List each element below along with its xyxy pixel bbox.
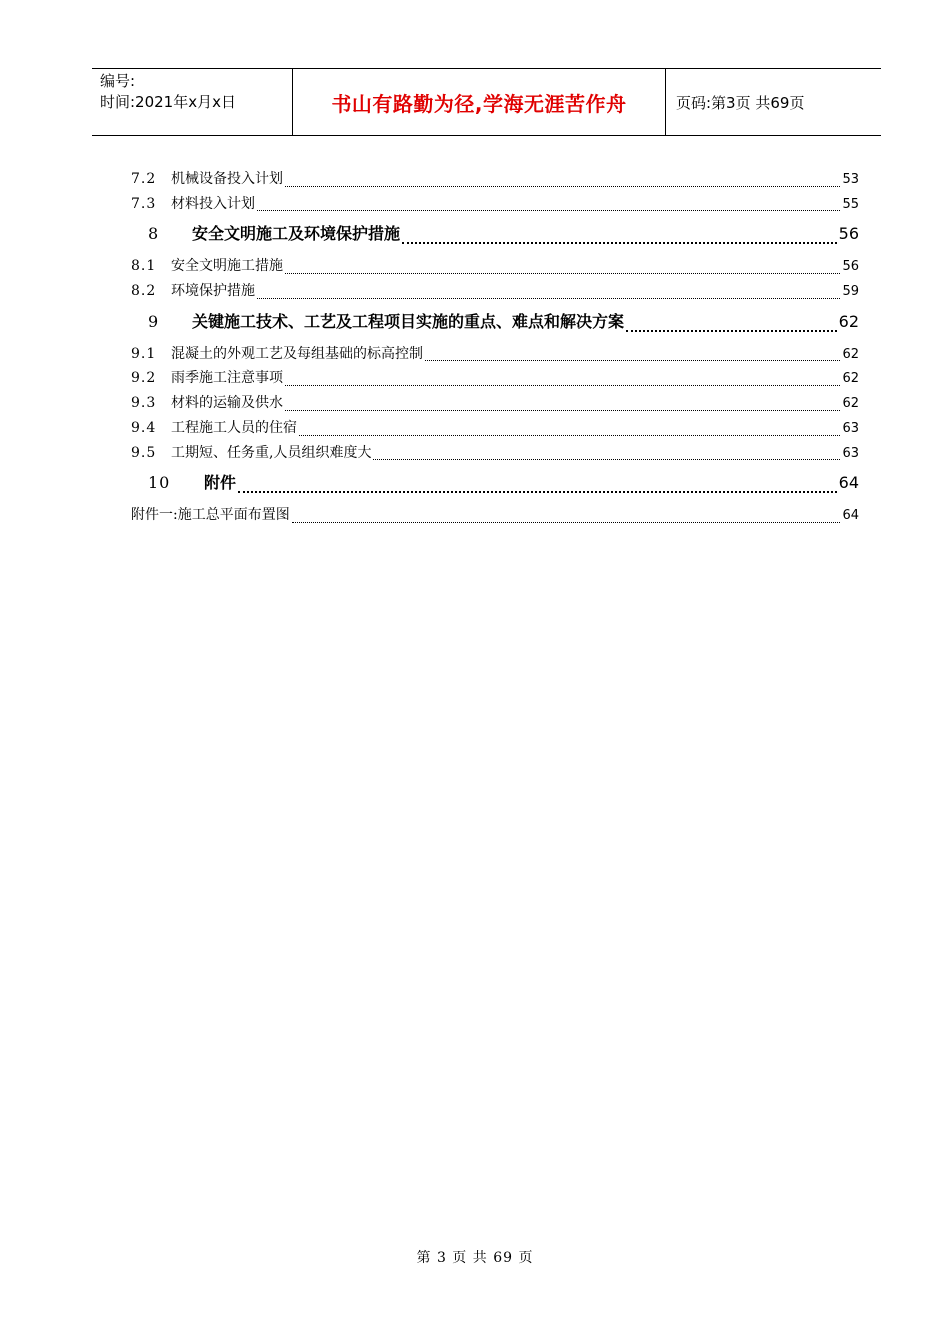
toc-entry-number: 10 — [148, 473, 171, 493]
toc-entry-number: 9.3 — [131, 395, 157, 412]
toc-leader-dots — [292, 521, 841, 523]
toc-entry-title: 工期短、任务重,人员组织难度大 — [171, 444, 372, 461]
toc-entry-number: 7.3 — [131, 195, 157, 212]
document-time-label: 时间:2021年x月x日 — [100, 93, 236, 111]
toc-section-entry[interactable] — [131, 367, 859, 392]
toc-leader-dots — [285, 185, 840, 187]
toc-section-entry[interactable] — [131, 168, 859, 193]
toc-entry-page: 56 — [842, 259, 859, 275]
toc-leader-dots — [373, 458, 840, 460]
document-code-label: 编号: — [100, 72, 136, 90]
toc-chapter-entry[interactable] — [131, 221, 859, 251]
toc-entry-number: 9.5 — [131, 444, 157, 461]
toc-leader-dots — [285, 272, 840, 274]
toc-leader-dots — [257, 209, 840, 211]
toc-leader-dots — [402, 241, 837, 244]
toc-entry-page: 59 — [842, 284, 859, 300]
header-page-label: 页码:第3页 共69页 — [676, 93, 805, 112]
toc-leader-dots — [238, 490, 837, 493]
toc-entry-page: 56 — [838, 224, 859, 244]
toc-entry-title: 环境保护措施 — [171, 283, 255, 300]
toc-entry-page: 62 — [842, 346, 859, 362]
toc-entry-title: 关键施工技术、工艺及工程项目实施的重点、难点和解决方案 — [192, 311, 625, 331]
toc-entry-number: 9.2 — [131, 370, 157, 387]
toc-section-entry[interactable] — [131, 504, 859, 529]
toc-chapter-entry[interactable] — [131, 309, 859, 339]
toc-section-entry[interactable] — [131, 442, 859, 467]
toc-entry-title: 安全文明施工措施 — [171, 258, 283, 275]
toc-entry-title: 机械设备投入计划 — [171, 171, 283, 187]
toc-leader-dots — [299, 434, 840, 436]
toc-leader-dots — [626, 329, 837, 332]
toc-entry-page: 63 — [842, 420, 859, 436]
toc-entry-number: 9.1 — [131, 345, 157, 362]
toc-entry-title: 安全文明施工及环境保护措施 — [192, 224, 401, 244]
toc-leader-dots — [285, 384, 840, 386]
toc-entry-number: 7.2 — [131, 171, 157, 187]
toc-entry-title: 混凝土的外观工艺及每组基础的标高控制 — [171, 345, 423, 362]
toc-section-entry[interactable] — [131, 392, 859, 417]
page-header — [92, 68, 881, 136]
toc-entry-number: 9.4 — [131, 419, 157, 436]
toc-chapter-entry[interactable] — [131, 470, 859, 500]
toc-section-entry[interactable] — [131, 193, 859, 218]
toc-entry-title: 材料的运输及供水 — [171, 395, 283, 412]
toc-entry-number: 8.1 — [131, 258, 157, 275]
toc-entry-page: 55 — [842, 196, 859, 212]
toc-section-entry[interactable] — [131, 417, 859, 442]
toc-section-entry[interactable] — [131, 343, 859, 368]
toc-entry-number: 8.2 — [131, 283, 157, 300]
toc-entry-title: 工程施工人员的住宿 — [171, 419, 297, 436]
page-footer: 第 3 页 共 69 页 — [416, 1250, 534, 1266]
header-motto: 书山有路勤为径,学海无涯苦作舟 — [293, 69, 666, 135]
toc-entry-title: 材料投入计划 — [171, 195, 255, 212]
table-of-contents — [131, 168, 859, 529]
toc-entry-number: 8 — [148, 224, 160, 244]
toc-entry-page: 64 — [838, 473, 859, 493]
toc-entry-page: 63 — [842, 445, 859, 461]
toc-section-entry[interactable] — [131, 255, 859, 280]
toc-entry-title: 雨季施工注意事项 — [171, 370, 283, 387]
toc-section-entry[interactable] — [131, 280, 859, 305]
toc-entry-title: 附件一:施工总平面布置图 — [131, 507, 290, 524]
toc-entry-title: 附件 — [204, 473, 237, 493]
header-meta — [92, 69, 293, 135]
toc-entry-page: 64 — [842, 508, 859, 524]
toc-entry-page: 62 — [842, 396, 859, 412]
toc-entry-page: 53 — [842, 172, 859, 187]
toc-entry-page: 62 — [838, 311, 859, 331]
toc-leader-dots — [285, 409, 840, 411]
toc-entry-number: 9 — [148, 311, 160, 331]
toc-leader-dots — [257, 297, 840, 299]
toc-leader-dots — [425, 359, 840, 361]
toc-entry-page: 62 — [842, 371, 859, 387]
